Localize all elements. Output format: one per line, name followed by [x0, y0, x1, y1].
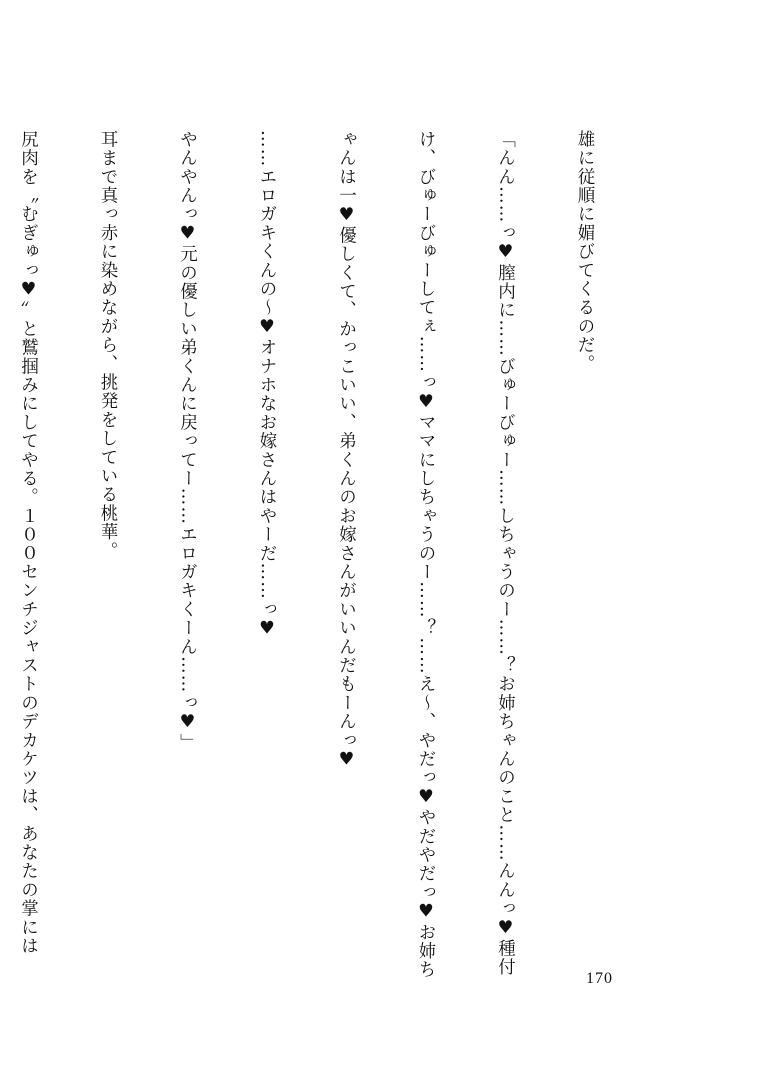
- page-number: 170: [586, 970, 613, 987]
- text-line-7: 耳まで真っ赤に染めながら、挑発をしている桃華。: [98, 130, 118, 561]
- text-line-5: ……エロガキくんの～♥オナホなお嫁さんはやーだ……っ♥: [257, 130, 277, 640]
- text-line-8: 尻肉を〝むぎゅっ♥〟と鷲掴みにしてやる。１００センチジャストのデカケツは、あなたの掌には: [18, 130, 39, 956]
- text-line-1: 雄に従順に媚びてくるのだ。: [575, 130, 595, 374]
- text-line-3: け、びゅーびゅーしてぇ……っ♥ママにしちゃうのー……？……え～、やだっ♥やだやだっ♥お姉ち: [416, 130, 436, 979]
- text-line-4: ゃんは一♥優しくて、かっこいい、弟くんのお嫁さんがいいんだもーんっ♥: [336, 130, 357, 771]
- text-line-2: 「んん……っ♥膣内に……びゅーびゅー……しちゃうのー……？お姉ちゃんのこと……んんっ♥種付: [495, 130, 516, 977]
- text-line-6: やんやんっ♥元の優しい弟くんに戻ってー……エロガキくーん……っ♥」: [177, 130, 198, 753]
